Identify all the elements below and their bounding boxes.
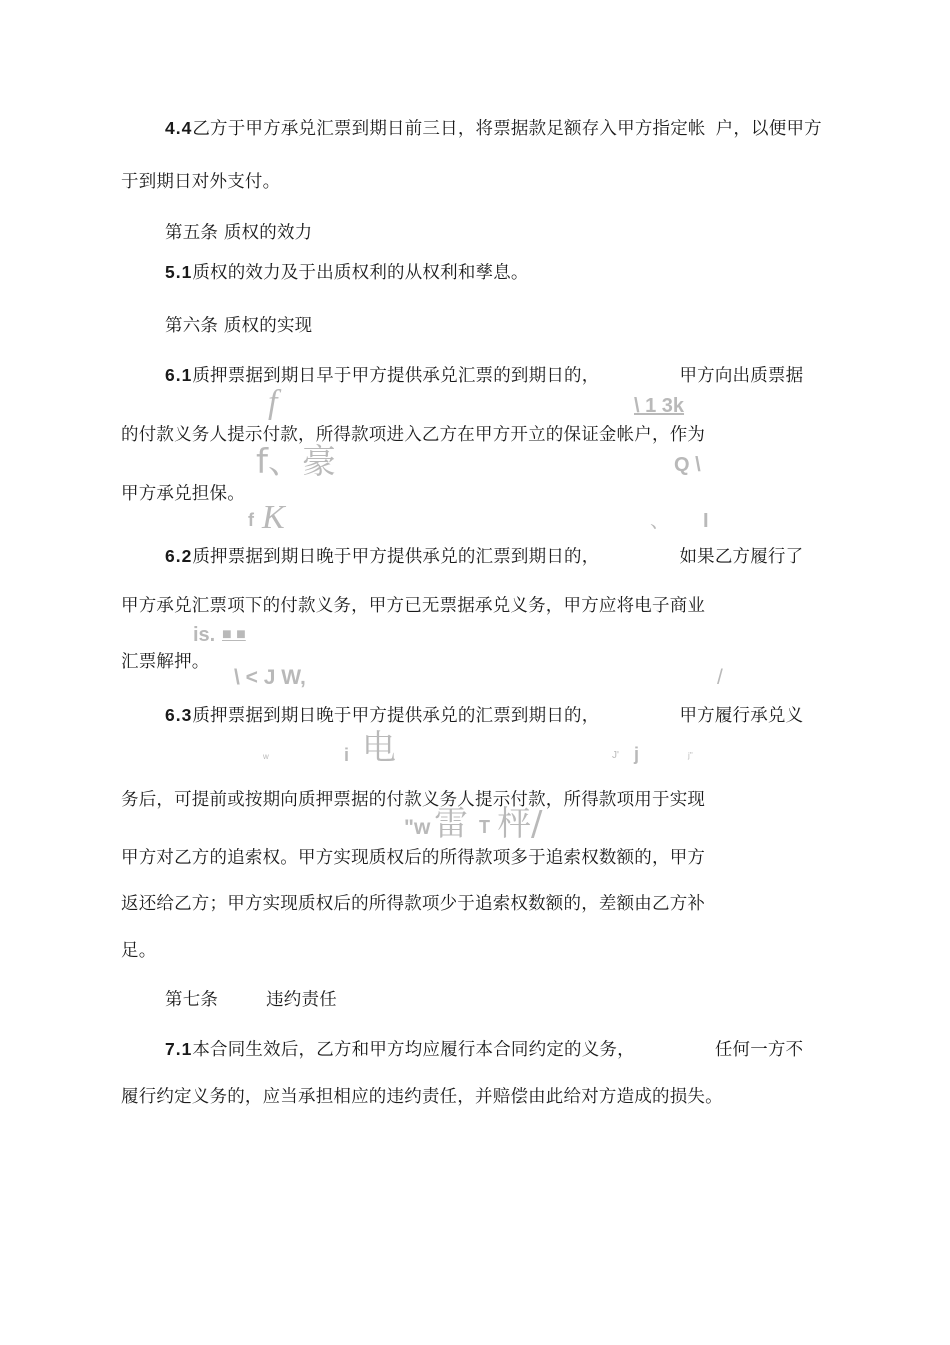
- article-5-heading: 第五条 质权的效力: [165, 223, 313, 243]
- para-4-4-line-2: 于到期日对外支付。: [121, 172, 281, 192]
- clause-text: 质权的效力及于出质权利的从权利和孳息。: [192, 263, 529, 283]
- scan-artifact: \ 1 3k: [634, 395, 685, 417]
- clause-text: 质押票据到期日晚于甲方提供承兑的汇票到期日的，: [192, 706, 600, 726]
- scan-artifact: j'': [688, 751, 693, 760]
- scan-artifact: j: [634, 744, 640, 764]
- scan-artifact: T: [479, 817, 490, 837]
- scan-artifact: "w: [404, 816, 431, 839]
- scan-artifact: 、: [650, 508, 670, 532]
- para-5-1: [165, 261, 529, 284]
- para-6-3-line-1: [165, 704, 803, 727]
- clause-text: 任何一方不: [714, 1040, 804, 1060]
- para-6-3-line-3: 甲方对乙方的追索权。甲方实现质权后的所得款项多于追索权数额的，甲方: [121, 848, 706, 868]
- para-7-1-line-1: [165, 1038, 803, 1061]
- clause-text: 本合同生效后，乙方和甲方均应履行本合同约定的义务，: [192, 1040, 635, 1060]
- scan-artifact: i: [344, 745, 350, 765]
- clause-number: 7.1: [165, 1039, 193, 1059]
- scan-artifact: f: [268, 384, 278, 421]
- scan-artifact: f: [248, 510, 254, 530]
- clause-text: 如果乙方履行了: [679, 547, 804, 567]
- para-6-1-line-2: 的付款义务人提示付款，所得款项进入乙方在甲方开立的保证金帐户，作为: [121, 425, 706, 445]
- clause-text: 质押票据到期日早于甲方提供承兑汇票的到期日的，: [192, 366, 600, 386]
- para-6-3-line-5: 足。: [121, 941, 157, 961]
- clause-text: 户，以便甲方: [715, 119, 822, 139]
- clause-number: 6.1: [165, 365, 193, 385]
- para-6-2-line-2: 甲方承兑汇票项下的付款义务，甲方已无票据承兑义务，甲方应将电子商业: [121, 596, 706, 616]
- scan-artifact: 枰/: [497, 804, 543, 844]
- scan-artifact: ■ ■: [222, 626, 246, 643]
- scan-artifact: \ < J W,: [234, 666, 306, 689]
- scan-artifact: 雷: [434, 804, 468, 844]
- scan-artifact: /: [717, 666, 723, 689]
- clause-number: 6.2: [165, 546, 193, 566]
- para-6-2-line-1: [165, 545, 803, 568]
- scan-artifact: is.: [193, 624, 216, 646]
- article-6-heading: 第六条 质权的实现: [165, 316, 313, 336]
- para-7-1-line-2: 履行约定义务的，应当承担相应的违约责任，并赔偿由此给对方造成的损失。: [121, 1087, 723, 1107]
- para-4-4-line-1: [165, 117, 822, 140]
- para-6-3-line-2: 务后，可提前或按期向质押票据的付款义务人提示付款，所得款项用于实现: [121, 790, 706, 810]
- article-7-heading: [165, 989, 337, 1011]
- clause-text: 质押票据到期日晚于甲方提供承兑的汇票到期日的，: [192, 547, 600, 567]
- clause-text: 乙方于甲方承兑汇票到期日前三日，将票据款足额存入甲方指定帐: [192, 119, 706, 139]
- scan-artifact: w: [263, 752, 269, 761]
- article-title: 违约责任: [266, 990, 337, 1010]
- clause-text: 甲方向出质票据: [679, 366, 804, 386]
- scan-artifact: K: [262, 499, 285, 536]
- clause-number: 5.1: [165, 262, 193, 282]
- clause-number: 4.4: [165, 118, 193, 138]
- clause-number: 6.3: [165, 705, 193, 725]
- para-6-1-line-3: 甲方承兑担保。: [121, 484, 245, 504]
- clause-text: 甲方履行承兑义: [679, 706, 804, 726]
- scan-artifact: J': [612, 750, 619, 761]
- para-6-3-line-4: 返还给乙方；甲方实现质权后的所得款项少于追索权数额的，差额由乙方补: [121, 894, 706, 914]
- article-label: 第七条: [165, 990, 219, 1010]
- scan-artifact: 电: [362, 728, 396, 768]
- para-6-2-line-3: 汇票解押。: [121, 652, 210, 672]
- scan-artifact: f、豪: [256, 442, 336, 482]
- scan-artifact: Q \: [674, 454, 701, 476]
- para-6-1-line-1: [165, 364, 803, 387]
- scan-artifact: I: [703, 510, 709, 532]
